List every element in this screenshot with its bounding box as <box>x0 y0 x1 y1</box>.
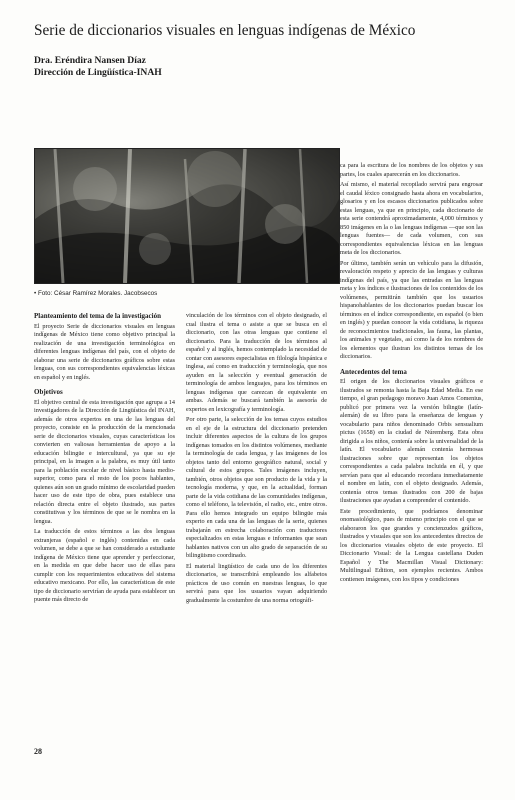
paragraph: El objetivo central de esta investigación que agrupa a 14 investigadores de la Dirección de Lingüística del INAH, además de otros expertos en una de las lenguas del proyecto, consiste en la producción de la mencionada serie de diccionarios visuales, cuyas características los convierten en valiosas herramientas de apoyo a la educación bilingüe e intercultural, ya que su eje principal, en la imagen a la palabra, es muy útil tanto para la población escolar de nivel básico hasta medio-superior, como para el resto de los pocos hablantes, quienes aún son un grado mínimo de escolaridad pueden hacer uso de este tipo de obra, pues establece una relación directa entre el objeto ilustrado, sus partes constitutivas y los términos de que se le nombra en la lengua. <box>34 398 175 525</box>
text-column-left <box>34 312 175 737</box>
paragraph: El material lingüístico de cada uno de los diferentes diccionarios, se transcribirá empleando los alfabetos prácticos de uso común en nuestras lenguas, lo que servirá para que los usuarios vayan adquiriendo gradualmente la costumbre de una norma ortográfi- <box>186 562 327 604</box>
paragraph: Por último, también serán un vehículo para la difusión, revaloración respeto y aprecio de las lenguas y culturas indígenas del país, ya que las entradas en las lenguas meta y los índices e ilustraciones de los contenidos de los volúmenes, permitirán también que los usuarios hispanohablantes de los diccionarios puedan buscar los términos en el índice correspondiente, en español (o bien en inglés) y puedan conocer la vida cotidiana, la riqueza de reconocimientos tradicionales, las fauna, las plantas, los animales y vegetales, así como la de los nombres de los elementos que ilustran los distintos temas de los diccionarios. <box>340 259 483 360</box>
text-column-middle <box>186 312 327 737</box>
figure-caption: • Foto: César Ramírez Morales. Jacobsecos <box>34 290 158 297</box>
section-heading: Planteamiento del tema de la investigación <box>34 312 161 320</box>
page-title: Serie de diccionarios visuales en lenguas indígenas de México <box>34 22 416 39</box>
author-name: Dra. Eréndira Nansen Díaz <box>34 55 146 66</box>
photo-forest-scene-icon <box>34 148 340 284</box>
author-affiliation: Dirección de Lingüística-INAH <box>34 67 162 78</box>
section-heading: Objetivos <box>34 388 63 396</box>
paragraph: Así mismo, el material recopilado servirá para engrosar el caudal léxico consignado hasta ahora en vocabularios, glosarios y en los escasos diccionarios publicados sobre estas lenguas, ya que en principio, cada diccionario de esta serie contendrá aproximadamente, 4,000 términos y 850 imágenes en la o las lenguas indígenas —que son las lenguas fuentes— de cada volumen, con sus correspondientes equivalencias léxicas en las lenguas meta de los diccionarios. <box>340 181 483 256</box>
paragraph: El origen de los diccionarios visuales gráficos e ilustrados se remonta hasta la Baja Edad Media. En ese tiempo, el gran pedagogo moravo Juan Amos Comenius, publicó por primera vez la versión bilingüe (latín-alemán) de su libro para la enseñanza de lenguas y vocabulario para niños denominado Orbis sensualium pictus (1658) en la ciudad de Núremberg. Esta obra dirigida a los niños, contenía sobre la universalidad de la latín. El vocabulario alemán contenía hermosas ilustraciones sobre que representan los objetos correspondientes a cada palabra incluida en él, y que servían para que al educando recordara inmediatamente el nombre en latín, con el objeto designado. Además, contenía otros temas ilustrados con 200 de bajas ilustraciones que ayudan a comprender el contenido. <box>340 378 483 504</box>
paragraph: La traducción de estos términos a las dos lenguas extranjeras (español e inglés) contenidas en cada volumen, se debe a que se han considerado a estudiante indígena de México tiene que aprender y perfeccionar, en la medida en que debe hacer uso de ellas para cumplir con los requerimientos educativos del sistema educativo mexicano. Por ello, las características de este tipo de diccionario servirían de ayuda para establecer un puente más directo de <box>34 528 175 603</box>
paragraph: vinculación de los términos con el objeto designado, el cual ilustra el tema o asiste a que se busca en el diccionario, con las otras lenguas que contiene el diccionario. Para la traducción de los términos al español y al inglés, hemos contemplado la necesidad de contar con asesores especialistas en filología hispánica e inglesa, así como en traducción y terminología, que nos ayuden en la selección y eventual generación de terminología de ambos lenguajes, para los términos en lenguas indígenas que carezcan de equivalente en ambas. Además se buscará también la asesoría de expertos en lexicografía y terminología. <box>186 312 327 413</box>
photo-texture <box>35 149 339 283</box>
section-heading: Antecedentes del tema <box>340 367 407 376</box>
paragraph: El proyecto Serie de diccionarios visuales en lenguas indígenas de México tiene como objetivo principal la realización de una investigación terminológica en diferentes lenguas indígenas del país, con el objeto de elaborar una serie de diccionarios gráficos sobre estas lenguas, con sus correspondientes equivalencias léxicas en español y en inglés. <box>34 322 175 381</box>
byline <box>34 55 274 79</box>
paragraph: ca para la escritura de los nombres de los objetos y sus partes, los cuales aparecerán en los diccionarios. <box>340 162 483 178</box>
page-number: 28 <box>34 747 42 756</box>
paragraph: Por otro parte, la selección de los temas cuyos estudios en el eje de la estructura del diccionario pretenden incluir diferentes aspectos de la cultura de los grupos indígenas tomados en los distintos volúmenes, mediante la terminología de cada lengua, y las imágenes de los objetos tanto del entorno geográfico natural, social y cultural de estos grupos. Tales imágenes incluyen, también, otros objetos que son producto de la vida y la tecnología moderna, y que, en la actualidad, forman parte de la vida cotidiana de las comunidades indígenas, como el teléfono, la televisión, el radio, etc., entre otros. Para ello hemos integrado un equipo bilingüe más experto en cada una de las lenguas de la serie, quienes trabajarán en estrecha colaboración con traductores especializados en estas lenguas e informantes que sean hablantes nativos con un alto grado de separación de su bilingüismo coordinado. <box>186 416 327 559</box>
text-column-right <box>340 162 483 737</box>
paragraph: Este procedimiento, que podríamos denominar onomasiológico, pues de mismo principio con el que se elaboraron los que grandes y concienzudos gráficos, ilustrados y visuales que son los antecedentes directos de los diccionarios visuales objeto de este proyecto. El Diccionario Visual: de la Lengua castellana Duden Español y The Macmillan Visual Dictionary: Multilingual Edition, son ejemplos recientes. Ambos contienen imágenes, con los tipos y condiciones <box>340 507 483 583</box>
